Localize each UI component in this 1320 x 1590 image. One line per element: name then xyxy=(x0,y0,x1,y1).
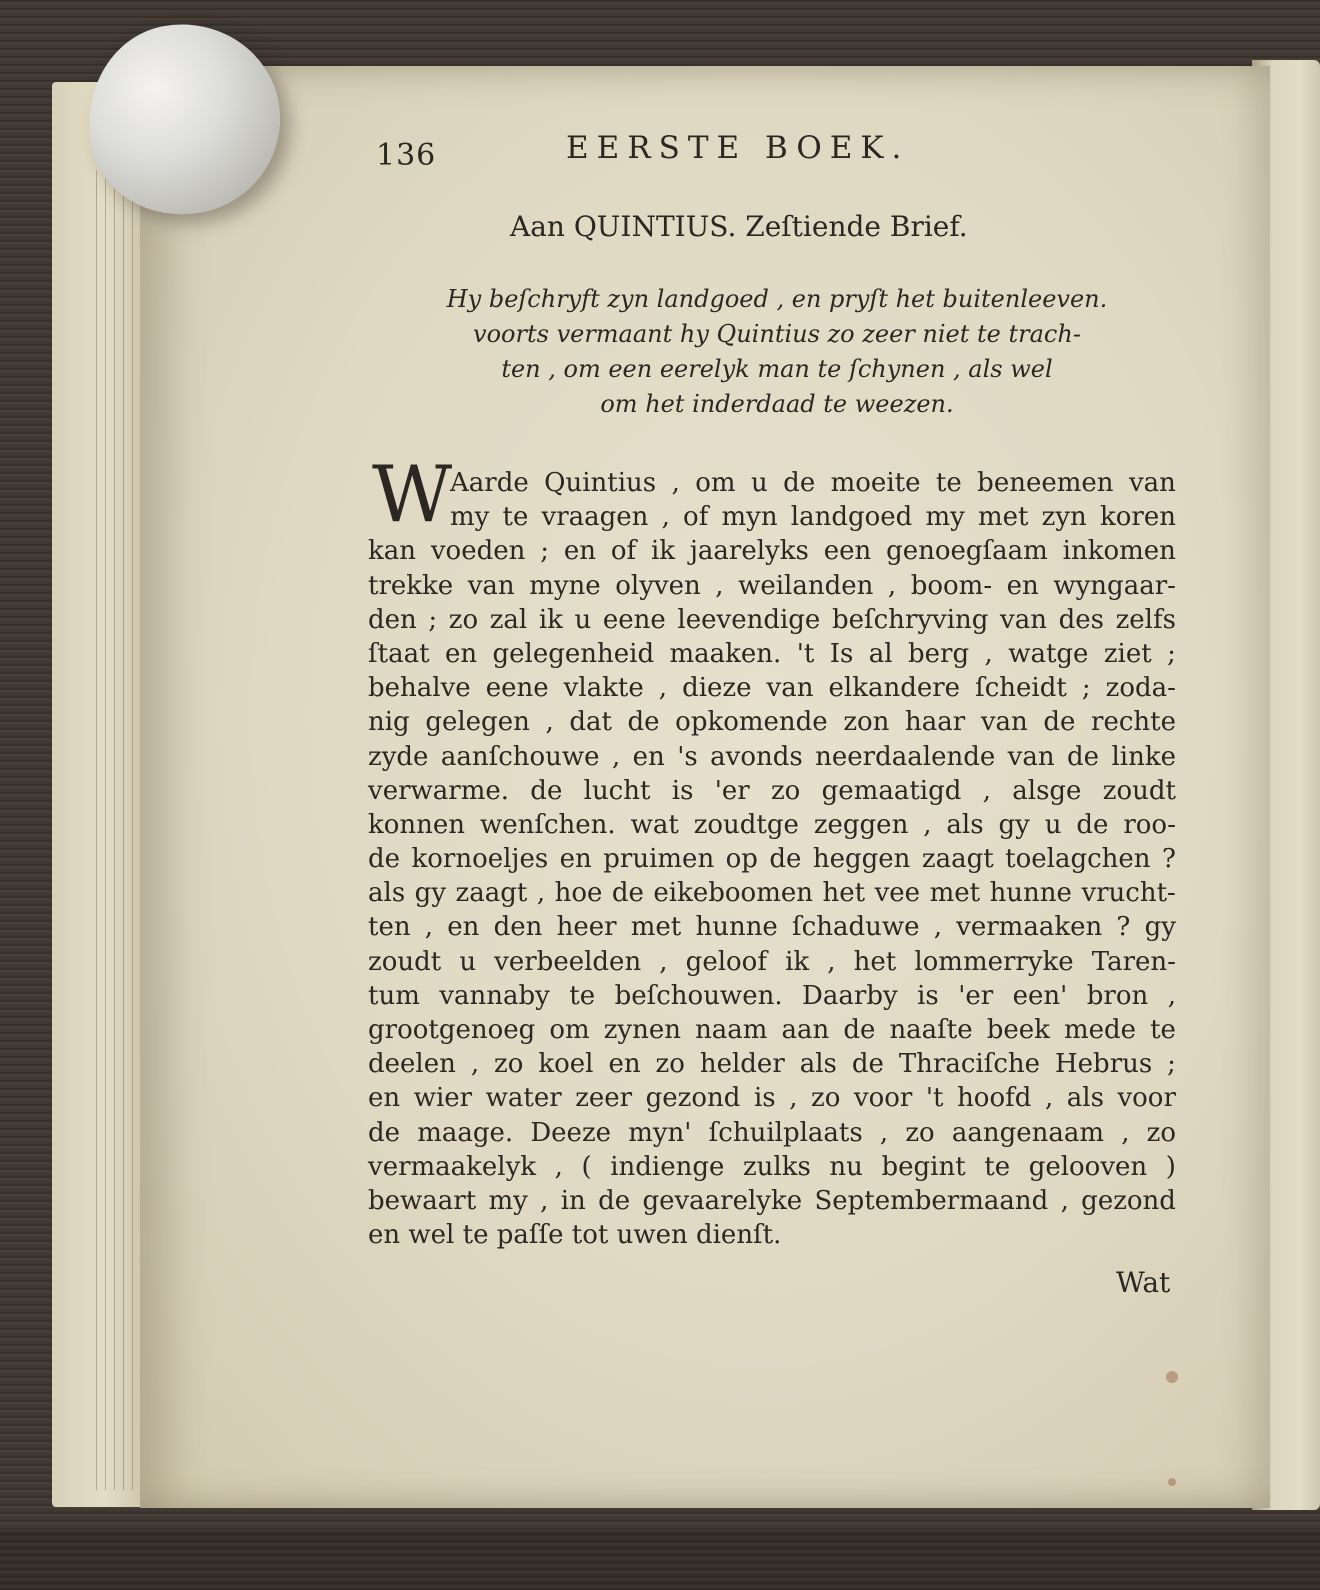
body-line: ten , en den heer met hunne ſchaduwe , vermaaken ? gy xyxy=(368,912,1176,943)
letter-summary xyxy=(372,282,1182,422)
body-line: den ; zo zal ik u eene leevendige beſchryving van des zelfs xyxy=(368,604,1176,635)
body-line: kan voeden ; en of ik jaarelyks een genoegſaam inkomen xyxy=(368,536,1176,567)
body-line: bewaart my , in de gevaarelyke Septembermaand , gezond xyxy=(368,1185,1176,1216)
drop-cap: W xyxy=(372,450,453,540)
body-line: behalve eene vlakte , dieze van elkandere ſcheidt ; zoda- xyxy=(368,673,1176,704)
body-line: my te vraagen , of myn landgoed my met zyn koren xyxy=(450,502,1176,533)
summary-line: ten , om een eerelyk man te ſchynen , als wel xyxy=(501,355,1053,383)
body-line: grootgenoeg om zynen naam aan de naaſte beek mede te xyxy=(368,1015,1176,1045)
body-line: tum vannaby te beſchouwen. Daarby is 'er een' bron , xyxy=(368,980,1176,1011)
body-line: zoudt u verbeelden , geloof ik , het lommerryke Taren- xyxy=(368,946,1176,977)
letter-heading: Aan QUINTIUS. Zeſtiende Brief. xyxy=(510,210,968,243)
summary-line: om het inderdaad te weezen. xyxy=(600,390,954,418)
body-line: de maage. Deeze myn' ſchuilplaats , zo aangenaam , zo xyxy=(368,1117,1176,1148)
body-line: als gy zaagt , hoe de eikeboomen het vee met hunne vrucht- xyxy=(368,878,1176,909)
paper-stain xyxy=(1166,1371,1178,1383)
body-line: trekke van myne olyven , weilanden , boom- en wyngaar- xyxy=(368,570,1176,601)
running-head: EERSTE BOEK. xyxy=(566,130,910,166)
body-line: vermaakelyk , ( indienge zulks nu begint te gelooven ) xyxy=(368,1151,1176,1182)
body-line: de kornoeljes en pruimen op de heggen zaagt toelagchen ? xyxy=(368,844,1176,875)
body-line: en wel te paſſe tot uwen dienſt. xyxy=(368,1220,782,1251)
paper-stain xyxy=(1168,1478,1176,1486)
summary-line: voorts vermaant hy Quintius zo zeer niet te trach- xyxy=(473,320,1081,348)
body-line: verwarme. de lucht is 'er zo gemaatigd , alsge zoudt xyxy=(368,775,1176,806)
body-line: Aarde Quintius , om u de moeite te beneemen van xyxy=(450,468,1176,498)
summary-line: Hy beſchryft zyn landgoed , en pryſt het buitenleeven. xyxy=(446,285,1108,313)
body-paragraph xyxy=(368,466,1176,1252)
catchword: Wat xyxy=(1116,1266,1171,1299)
body-line: nig gelegen , dat de opkomende zon haar van de rechte xyxy=(368,707,1176,738)
body-line: deelen , zo koel en zo helder als de Thraciſche Hebrus ; xyxy=(368,1049,1176,1080)
page-number: 136 xyxy=(376,138,437,173)
body-line: zyde aanſchouwe , en 's avonds neerdaalende van de linke xyxy=(368,741,1176,772)
body-line: ſtaat en gelegenheid maaken. 't Is al berg , watge ziet ; xyxy=(368,638,1176,669)
table-surface xyxy=(0,1530,1320,1590)
body-line: en wier water zeer gezond is , zo voor 't hoofd , als voor xyxy=(368,1083,1176,1114)
body-line: konnen wenſchen. wat zoudtge zeggen , als gy u de roo- xyxy=(368,809,1176,840)
